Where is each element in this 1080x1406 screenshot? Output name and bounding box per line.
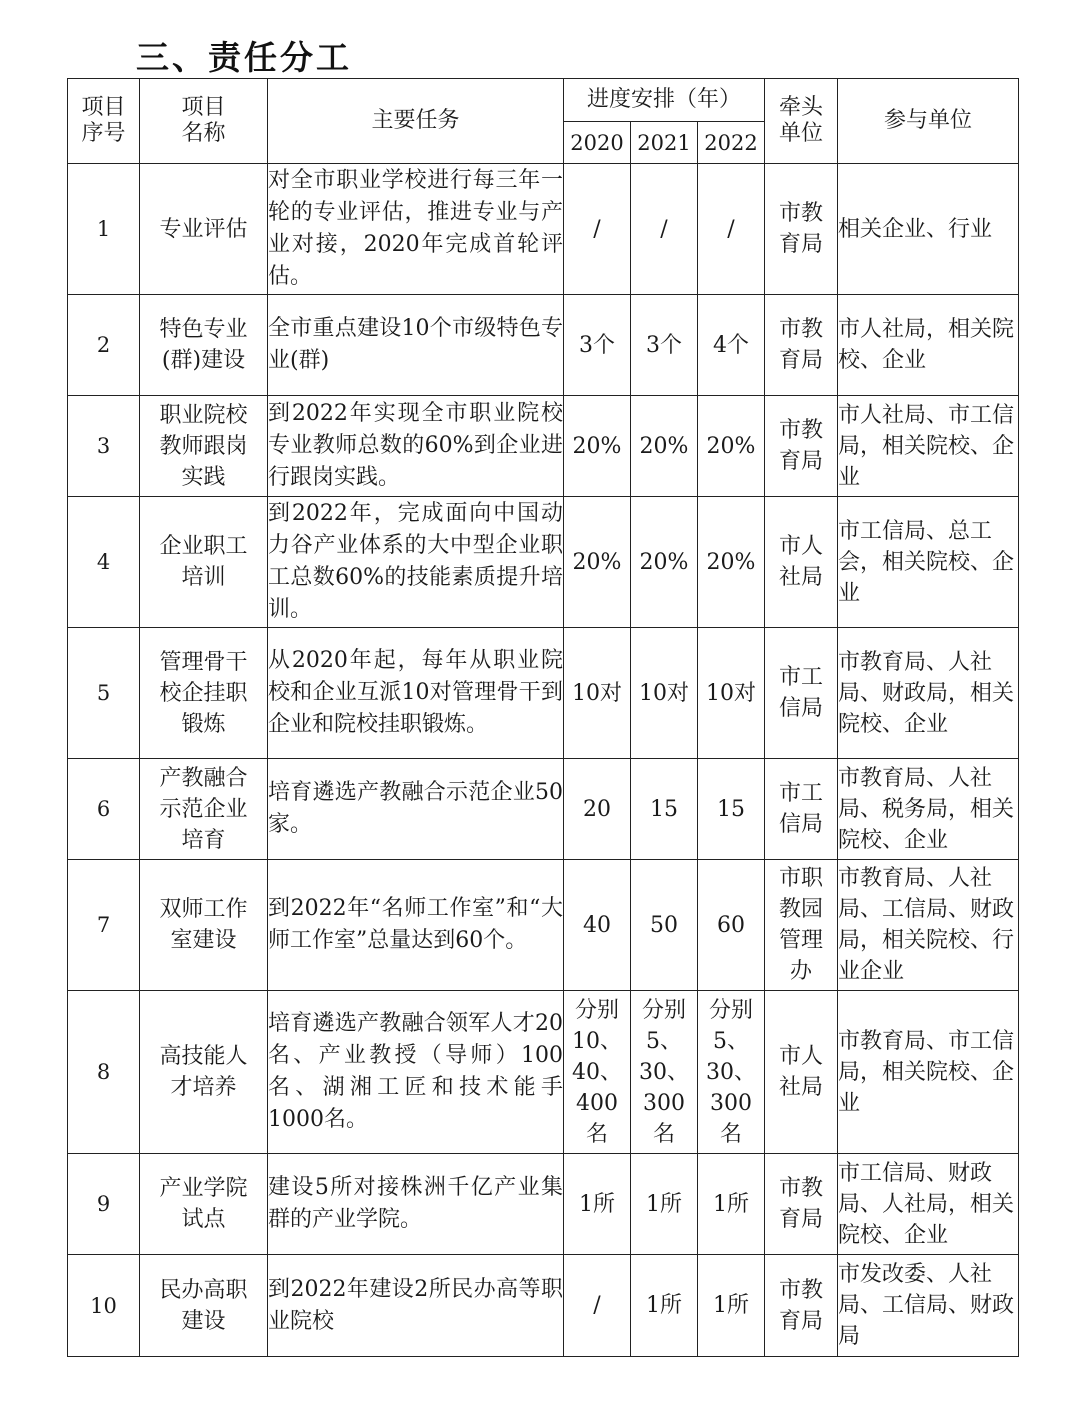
row-progress-2020: 1所 <box>564 1154 631 1255</box>
header-name: 项目 名称 <box>140 79 268 164</box>
row-participating-units: 相关企业、行业 <box>838 164 1019 295</box>
row-lead-unit: 市教 育局 <box>765 396 838 497</box>
row-lead-unit: 市教 育局 <box>765 164 838 295</box>
row-lead-unit: 市职 教园 管理 办 <box>765 860 838 991</box>
row-lead-unit: 市教 育局 <box>765 1154 838 1255</box>
row-participating-units: 市人社局、市工信局，相关院校、企业 <box>838 396 1019 497</box>
responsibility-table <box>67 78 1019 1357</box>
row-progress-2021: 分别 5、 30、 300 名 <box>631 991 698 1154</box>
table-row <box>68 396 1019 497</box>
row-progress-2020: 40 <box>564 860 631 991</box>
section-title: 三、责任分工 <box>136 38 352 77</box>
header-seq: 项目 序号 <box>68 79 140 164</box>
row-progress-2022: 1所 <box>698 1255 765 1357</box>
header-participants: 参与单位 <box>838 79 1019 164</box>
table-row <box>68 1255 1019 1357</box>
header-progress: 进度安排（年） <box>564 79 765 122</box>
row-progress-2021: 15 <box>631 759 698 860</box>
row-lead-unit: 市工 信局 <box>765 759 838 860</box>
table-body <box>68 164 1019 1357</box>
row-main-task: 对全市职业学校进行每三年一轮的专业评估，推进专业与产业对接，2020年完成首轮评估。 <box>268 164 564 295</box>
table-row <box>68 759 1019 860</box>
row-seq: 10 <box>68 1255 140 1357</box>
row-seq: 3 <box>68 396 140 497</box>
header-year-2021: 2021 <box>631 122 698 164</box>
row-progress-2020: 20 <box>564 759 631 860</box>
row-progress-2022: / <box>698 164 765 295</box>
row-progress-2021: 10对 <box>631 628 698 759</box>
row-seq: 9 <box>68 1154 140 1255</box>
header-lead: 牵头 单位 <box>765 79 838 164</box>
header-row-1 <box>68 79 1019 122</box>
row-participating-units: 市教育局、人社局、税务局，相关院校、企业 <box>838 759 1019 860</box>
row-progress-2020: 20% <box>564 396 631 497</box>
header-task: 主要任务 <box>268 79 564 164</box>
row-main-task: 到2022年建设2所民办高等职业院校 <box>268 1255 564 1357</box>
row-lead-unit: 市人 社局 <box>765 497 838 628</box>
row-progress-2020: / <box>564 164 631 295</box>
row-progress-2022: 60 <box>698 860 765 991</box>
row-lead-unit: 市工 信局 <box>765 628 838 759</box>
row-progress-2021: 1所 <box>631 1255 698 1357</box>
header-year-2020: 2020 <box>564 122 631 164</box>
row-progress-2022: 4个 <box>698 295 765 396</box>
row-project-name: 专业评估 <box>140 164 268 295</box>
row-progress-2020: 分别 10、 40、 400 名 <box>564 991 631 1154</box>
row-progress-2021: 1所 <box>631 1154 698 1255</box>
row-seq: 6 <box>68 759 140 860</box>
row-progress-2022: 20% <box>698 396 765 497</box>
table-row <box>68 1154 1019 1255</box>
row-progress-2021: 20% <box>631 497 698 628</box>
row-participating-units: 市人社局，相关院校、企业 <box>838 295 1019 396</box>
row-progress-2020: 3个 <box>564 295 631 396</box>
row-main-task: 全市重点建设10个市级特色专业(群) <box>268 295 564 396</box>
row-project-name: 产教融合 示范企业 培育 <box>140 759 268 860</box>
row-project-name: 产业学院 试点 <box>140 1154 268 1255</box>
row-lead-unit: 市教 育局 <box>765 1255 838 1357</box>
row-participating-units: 市教育局、人社局、工信局、财政局，相关院校、行业企业 <box>838 860 1019 991</box>
row-seq: 4 <box>68 497 140 628</box>
row-progress-2021: / <box>631 164 698 295</box>
row-participating-units: 市发改委、人社局、工信局、财政局 <box>838 1255 1019 1357</box>
row-lead-unit: 市人 社局 <box>765 991 838 1154</box>
row-participating-units: 市教育局、人社局、财政局，相关院校、企业 <box>838 628 1019 759</box>
row-seq: 5 <box>68 628 140 759</box>
row-progress-2020: 20% <box>564 497 631 628</box>
row-project-name: 特色专业 (群)建设 <box>140 295 268 396</box>
row-project-name: 民办高职 建设 <box>140 1255 268 1357</box>
table-row <box>68 628 1019 759</box>
table-row <box>68 860 1019 991</box>
row-main-task: 到2022年实现全市职业院校专业教师总数的60%到企业进行跟岗实践。 <box>268 396 564 497</box>
row-main-task: 从2020年起，每年从职业院校和企业互派10对管理骨干到企业和院校挂职锻炼。 <box>268 628 564 759</box>
row-progress-2022: 分别 5、 30、 300 名 <box>698 991 765 1154</box>
table-row <box>68 497 1019 628</box>
row-main-task: 培育遴选产教融合领军人才20名、产业教授（导师）100名、湖湘工匠和技术能手1000名。 <box>268 991 564 1154</box>
row-seq: 7 <box>68 860 140 991</box>
row-participating-units: 市教育局、市工信局，相关院校、企业 <box>838 991 1019 1154</box>
header-year-2022: 2022 <box>698 122 765 164</box>
row-progress-2021: 50 <box>631 860 698 991</box>
row-seq: 1 <box>68 164 140 295</box>
row-project-name: 双师工作 室建设 <box>140 860 268 991</box>
row-progress-2022: 20% <box>698 497 765 628</box>
row-main-task: 到2022年“名师工作室”和“大师工作室”总量达到60个。 <box>268 860 564 991</box>
row-participating-units: 市工信局、财政局、人社局，相关院校、企业 <box>838 1154 1019 1255</box>
row-lead-unit: 市教 育局 <box>765 295 838 396</box>
row-progress-2021: 20% <box>631 396 698 497</box>
row-progress-2022: 10对 <box>698 628 765 759</box>
row-progress-2021: 3个 <box>631 295 698 396</box>
table-row <box>68 164 1019 295</box>
row-seq: 2 <box>68 295 140 396</box>
row-main-task: 建设5所对接株洲千亿产业集群的产业学院。 <box>268 1154 564 1255</box>
row-project-name: 企业职工 培训 <box>140 497 268 628</box>
row-main-task: 培育遴选产教融合示范企业50家。 <box>268 759 564 860</box>
row-progress-2022: 15 <box>698 759 765 860</box>
row-project-name: 职业院校 教师跟岗 实践 <box>140 396 268 497</box>
row-seq: 8 <box>68 991 140 1154</box>
table-row <box>68 991 1019 1154</box>
table-row <box>68 295 1019 396</box>
row-project-name: 高技能人 才培养 <box>140 991 268 1154</box>
row-progress-2022: 1所 <box>698 1154 765 1255</box>
row-project-name: 管理骨干 校企挂职 锻炼 <box>140 628 268 759</box>
row-progress-2020: 10对 <box>564 628 631 759</box>
row-participating-units: 市工信局、总工会，相关院校、企业 <box>838 497 1019 628</box>
row-progress-2020: / <box>564 1255 631 1357</box>
row-main-task: 到2022年，完成面向中国动力谷产业体系的大中型企业职工总数60%的技能素质提升培训。 <box>268 497 564 628</box>
